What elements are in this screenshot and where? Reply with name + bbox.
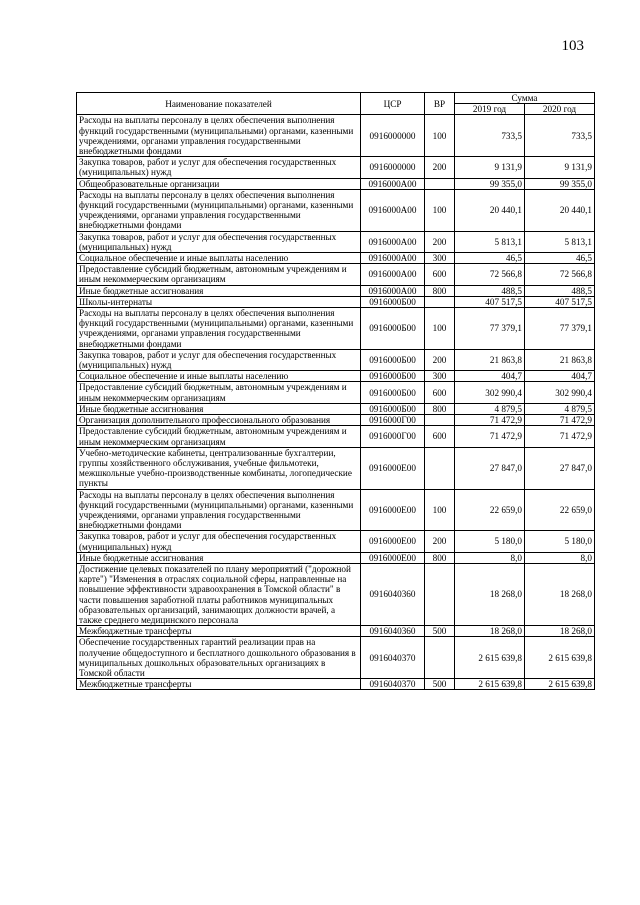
row-vr: 500: [425, 679, 455, 690]
row-name: Расходы на выплаты персоналу в целях обеспечения выполнения функций государственными (муниципальными) органами, казенными учреждениями, органами управления государственными внебюджетными фондами: [77, 189, 361, 231]
row-name: Межбюджетные трансферты: [77, 626, 361, 637]
table-row: [77, 679, 595, 690]
row-vr: 300: [425, 371, 455, 382]
table-row: [77, 426, 595, 447]
row-amount-2020: 46,5: [525, 253, 595, 264]
row-amount-2020: 2 615 639,8: [525, 637, 595, 679]
row-code: 0916000Е00: [361, 447, 425, 489]
row-name: Закупка товаров, работ и услуг для обеспечения государственных (муниципальных) нужд: [77, 349, 361, 370]
row-amount-2020: 9 131,9: [525, 157, 595, 178]
row-name: Расходы на выплаты персоналу в целях обеспечения выполнения функций государственными (муниципальными) органами, казенными учреждениями, органами управления государственными внебюджетными фондами: [77, 308, 361, 350]
table-row: [77, 415, 595, 426]
row-code: 0916000Б00: [361, 382, 425, 403]
row-vr: 100: [425, 189, 455, 231]
row-code: 0916000А00: [361, 285, 425, 296]
row-name: Школы-интернаты: [77, 296, 361, 307]
row-name: Предоставление субсидий бюджетным, автономным учреждениям и иным некоммерческим организациям: [77, 426, 361, 447]
row-vr: 500: [425, 626, 455, 637]
row-amount-2020: 4 879,5: [525, 403, 595, 414]
row-code: 0916040370: [361, 637, 425, 679]
row-amount-2020: 21 863,8: [525, 349, 595, 370]
row-name: Расходы на выплаты персоналу в целях обеспечения выполнения функций государственными (муниципальными) органами, казенными учреждениями, органами управления государственными внебюджетными фондами: [77, 115, 361, 157]
row-vr: 800: [425, 403, 455, 414]
row-code: 0916000Б00: [361, 349, 425, 370]
row-amount-2019: 71 472,9: [455, 426, 525, 447]
row-name: Общеобразовательные организации: [77, 178, 361, 189]
row-code: 0916040360: [361, 626, 425, 637]
row-code: 0916000Г00: [361, 415, 425, 426]
table-row: [77, 285, 595, 296]
row-name: Закупка товаров, работ и услуг для обеспечения государственных (муниципальных) нужд: [77, 231, 361, 252]
table-body: [77, 115, 595, 690]
row-vr: 300: [425, 253, 455, 264]
row-code: 0916000Г00: [361, 426, 425, 447]
row-name: Закупка товаров, работ и услуг для обеспечения государственных (муниципальных) нужд: [77, 531, 361, 552]
row-code: 0916040360: [361, 563, 425, 625]
row-amount-2019: 77 379,1: [455, 308, 525, 350]
row-name: Иные бюджетные ассигнования: [77, 285, 361, 296]
row-code: 0916000А00: [361, 178, 425, 189]
row-vr: 200: [425, 231, 455, 252]
row-amount-2020: 407 517,5: [525, 296, 595, 307]
row-amount-2020: 733,5: [525, 115, 595, 157]
row-code: 0916000А00: [361, 253, 425, 264]
row-amount-2020: 5 813,1: [525, 231, 595, 252]
row-amount-2019: 2 615 639,8: [455, 637, 525, 679]
row-vr: [425, 415, 455, 426]
row-vr: 100: [425, 115, 455, 157]
table-row: [77, 189, 595, 231]
row-name: Иные бюджетные ассигнования: [77, 552, 361, 563]
row-amount-2020: 18 268,0: [525, 626, 595, 637]
table-row: [77, 308, 595, 350]
header-code: ЦСР: [361, 93, 425, 115]
row-amount-2020: 18 268,0: [525, 563, 595, 625]
row-name: Иные бюджетные ассигнования: [77, 403, 361, 414]
row-vr: 100: [425, 308, 455, 350]
table-row: [77, 447, 595, 489]
table-row: [77, 157, 595, 178]
row-code: 0916000Б00: [361, 371, 425, 382]
table-row: [77, 637, 595, 679]
row-amount-2019: 404,7: [455, 371, 525, 382]
row-amount-2019: 733,5: [455, 115, 525, 157]
row-vr: 600: [425, 264, 455, 285]
header-sum: Сумма: [455, 93, 595, 104]
row-vr: [425, 447, 455, 489]
table-row: [77, 531, 595, 552]
row-code: 0916000Е00: [361, 531, 425, 552]
header-name: Наименование показателей: [77, 93, 361, 115]
table-row: [77, 231, 595, 252]
row-amount-2020: 8,0: [525, 552, 595, 563]
page-number: 103: [561, 38, 584, 54]
row-vr: 200: [425, 349, 455, 370]
table-row: [77, 296, 595, 307]
row-amount-2020: 77 379,1: [525, 308, 595, 350]
row-amount-2019: 5 813,1: [455, 231, 525, 252]
table-row: [77, 264, 595, 285]
row-vr: [425, 563, 455, 625]
row-vr: 800: [425, 285, 455, 296]
row-amount-2019: 46,5: [455, 253, 525, 264]
row-code: 0916000000: [361, 157, 425, 178]
header-year-2019: 2019 год: [455, 104, 525, 115]
row-amount-2019: 9 131,9: [455, 157, 525, 178]
row-name: Расходы на выплаты персоналу в целях обеспечения выполнения функций государственными (муниципальными) органами, казенными учреждениями, органами управления государственными внебюджетными фондами: [77, 489, 361, 531]
row-amount-2020: 71 472,9: [525, 415, 595, 426]
row-name: Обеспечение государственных гарантий реализации прав на получение общедоступного и бесплатного дошкольного образования в муниципальных дошкольных образовательных организациях в Томской области: [77, 637, 361, 679]
table-header: [77, 93, 595, 115]
row-amount-2019: 5 180,0: [455, 531, 525, 552]
row-name: Предоставление субсидий бюджетным, автономным учреждениям и иным некоммерческим организациям: [77, 264, 361, 285]
row-amount-2020: 404,7: [525, 371, 595, 382]
row-name: Социальное обеспечение и иные выплаты населению: [77, 371, 361, 382]
row-name: Учебно-методические кабинеты, централизованные бухгалтерии, группы хозяйственного обслуживания, учебные фильмотеки, межшкольные учебно-производственные комбинаты, логопедические пункты: [77, 447, 361, 489]
row-amount-2020: 71 472,9: [525, 426, 595, 447]
row-amount-2019: 22 659,0: [455, 489, 525, 531]
row-code: 0916000Б00: [361, 308, 425, 350]
row-name: Закупка товаров, работ и услуг для обеспечения государственных (муниципальных) нужд: [77, 157, 361, 178]
row-code: 0916000Е00: [361, 552, 425, 563]
row-amount-2020: 2 615 639,8: [525, 679, 595, 690]
table-row: [77, 403, 595, 414]
table-row: [77, 371, 595, 382]
budget-table: [76, 92, 595, 690]
table-row: [77, 115, 595, 157]
row-amount-2019: 488,5: [455, 285, 525, 296]
row-amount-2019: 20 440,1: [455, 189, 525, 231]
table-row: [77, 349, 595, 370]
row-amount-2020: 488,5: [525, 285, 595, 296]
row-vr: 600: [425, 382, 455, 403]
table-row: [77, 563, 595, 625]
row-code: 0916000А00: [361, 264, 425, 285]
row-amount-2019: 2 615 639,8: [455, 679, 525, 690]
row-vr: [425, 178, 455, 189]
row-amount-2019: 99 355,0: [455, 178, 525, 189]
row-amount-2020: 72 566,8: [525, 264, 595, 285]
table-row: [77, 489, 595, 531]
row-vr: 100: [425, 489, 455, 531]
table-row: [77, 626, 595, 637]
row-vr: [425, 637, 455, 679]
row-code: 0916000А00: [361, 189, 425, 231]
row-amount-2019: 407 517,5: [455, 296, 525, 307]
row-code: 0916000Е00: [361, 489, 425, 531]
header-vr: ВР: [425, 93, 455, 115]
row-amount-2020: 27 847,0: [525, 447, 595, 489]
row-vr: 600: [425, 426, 455, 447]
row-code: 0916000000: [361, 115, 425, 157]
row-name: Предоставление субсидий бюджетным, автономным учреждениям и иным некоммерческим организациям: [77, 382, 361, 403]
row-amount-2020: 302 990,4: [525, 382, 595, 403]
row-amount-2020: 99 355,0: [525, 178, 595, 189]
row-code: 0916000Б00: [361, 296, 425, 307]
row-name: Социальное обеспечение и иные выплаты населению: [77, 253, 361, 264]
row-amount-2020: 22 659,0: [525, 489, 595, 531]
row-vr: 200: [425, 157, 455, 178]
row-amount-2019: 27 847,0: [455, 447, 525, 489]
row-amount-2019: 18 268,0: [455, 626, 525, 637]
table-row: [77, 178, 595, 189]
row-code: 0916040370: [361, 679, 425, 690]
row-vr: 800: [425, 552, 455, 563]
row-amount-2019: 71 472,9: [455, 415, 525, 426]
row-amount-2020: 5 180,0: [525, 531, 595, 552]
table-row: [77, 382, 595, 403]
row-code: 0916000Б00: [361, 403, 425, 414]
row-amount-2019: 72 566,8: [455, 264, 525, 285]
row-name: Межбюджетные трансферты: [77, 679, 361, 690]
table-row: [77, 552, 595, 563]
header-year-2020: 2020 год: [525, 104, 595, 115]
row-amount-2019: 8,0: [455, 552, 525, 563]
row-name: Достижение целевых показателей по плану мероприятий ("дорожной карте") "Изменения в отраслях социальной сферы, направленные на повышение эффективности здравоохранения в Томской области" в части повышения заработной платы работников муниципальных образовательных организаций, занимающих должности врачей, а также среднего медицинского персонала: [77, 563, 361, 625]
row-amount-2019: 21 863,8: [455, 349, 525, 370]
row-amount-2019: 18 268,0: [455, 563, 525, 625]
row-name: Организация дополнительного профессионального образования: [77, 415, 361, 426]
row-vr: [425, 296, 455, 307]
row-amount-2019: 302 990,4: [455, 382, 525, 403]
row-amount-2020: 20 440,1: [525, 189, 595, 231]
table-row: [77, 253, 595, 264]
row-amount-2019: 4 879,5: [455, 403, 525, 414]
row-vr: 200: [425, 531, 455, 552]
row-code: 0916000А00: [361, 231, 425, 252]
